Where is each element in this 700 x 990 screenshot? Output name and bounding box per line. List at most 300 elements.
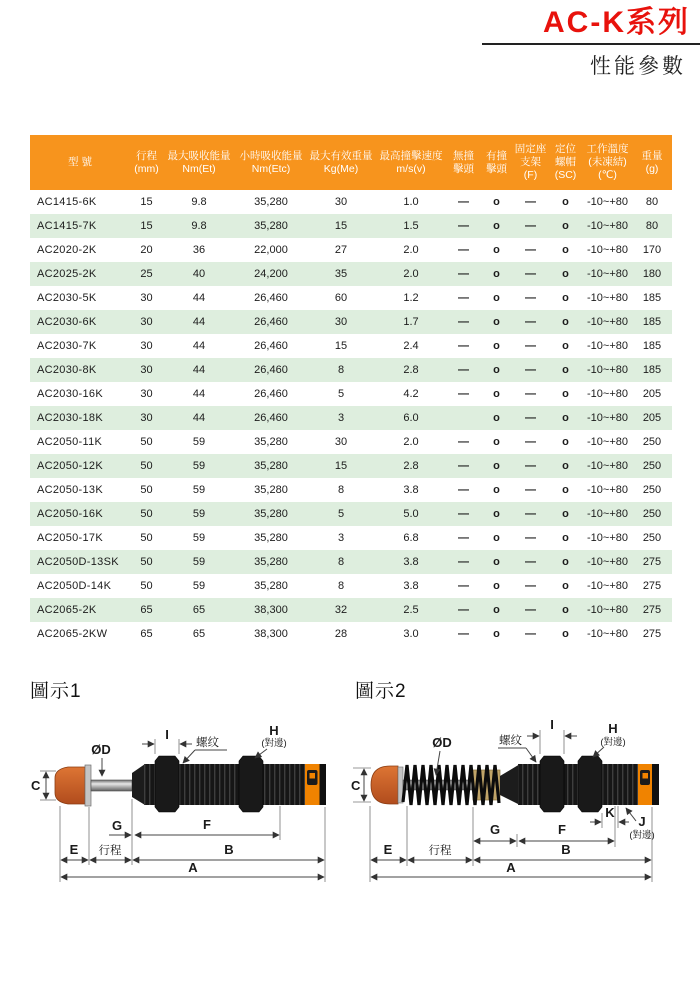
end-cap [652,764,659,805]
cell: -10~+80 [587,436,628,448]
cell-model: AC2065-2K [37,604,97,616]
cell: 26,460 [254,292,288,304]
cell: -10~+80 [587,388,628,400]
cell: 44 [192,412,206,424]
table-row [30,550,672,574]
cell: 59 [192,484,206,496]
column-header-line: 固定座 [514,143,547,155]
cell: 250 [642,532,662,544]
cell: 65 [140,604,153,616]
cell: — [458,388,469,400]
cell: -10~+80 [587,628,628,640]
cell: o [493,388,500,400]
cell: 24,200 [254,268,288,280]
cell: — [525,340,536,352]
cell: o [562,292,569,304]
column-header-7 [480,135,513,190]
table-row [30,598,672,622]
cell: -10~+80 [587,460,628,472]
cell: 59 [192,532,206,544]
dim-j [626,808,655,841]
cell: 26,460 [254,316,288,328]
dim-label-j-note: (對邊) [629,830,655,841]
cell: — [458,316,469,328]
cell: 8 [337,556,345,568]
cell: — [458,292,469,304]
cell: — [525,364,536,376]
cell: o [493,292,500,304]
cell: -10~+80 [587,292,628,304]
dim-label-h: H [608,721,618,736]
cell: 50 [140,460,153,472]
column-header-line: 擊頭 [486,162,507,175]
cell: o [562,220,569,232]
rubber-cap [55,767,85,804]
series-title: AC-K系列 [543,6,690,39]
table-row [30,574,672,598]
cell: 35,280 [254,556,288,568]
cell: -10~+80 [587,364,628,376]
column-header-line: 最高撞擊速度 [379,149,443,162]
column-header-2 [163,135,235,190]
cell: 250 [642,484,662,496]
cell-model: AC1415-6K [37,196,97,208]
absorber-side-view [371,756,659,812]
cell: o [562,460,569,472]
cell: o [493,604,500,616]
column-header-line: m/s(v) [396,162,426,175]
cell: 6.8 [403,532,419,544]
column-header-line: 最大吸收能量 [167,149,231,162]
cell: 44 [192,388,206,400]
cell: 26,460 [254,412,288,424]
cell-model: AC2050D-13SK [37,556,119,568]
cell: 1.0 [403,196,419,208]
cell: 8 [337,484,345,496]
cell: 26,460 [254,364,288,376]
cell: o [562,364,569,376]
column-header-line: 無撞 [453,149,474,162]
cell-model: AC2050-11K [37,436,103,448]
cell: o [562,604,569,616]
cell: 32 [334,604,348,616]
table-row [30,310,672,334]
cell: 250 [642,436,662,448]
column-header-line: 最大有效重量 [309,149,373,162]
dim-h [255,723,287,758]
hex-nut-1 [155,756,179,812]
cell: o [562,268,569,280]
cell: 44 [192,316,206,328]
title-divider [482,43,700,45]
cell: 2.8 [403,460,419,472]
cell-model: AC2025-2K [37,268,97,280]
cell: o [493,268,500,280]
table-row [30,502,672,526]
cell: -10~+80 [587,220,628,232]
hex-nut-1 [540,756,564,812]
cell: 35,280 [254,220,288,232]
cell: — [525,220,536,232]
cell: 30 [140,316,153,328]
brand-logo-mark [310,773,316,779]
cell: 15 [334,460,348,472]
spec-table [30,135,672,646]
cell: 185 [642,364,662,376]
cell: 2.4 [403,340,419,352]
cell: 275 [642,580,662,592]
cell: 30 [140,388,153,400]
cell: — [525,196,536,208]
cell: 50 [140,580,153,592]
cell: 250 [642,508,662,520]
cell: 185 [642,292,662,304]
cell: — [525,292,536,304]
cell: 50 [140,484,153,496]
cell: 35,280 [254,508,288,520]
cell: 15 [140,196,153,208]
cell: 44 [192,340,206,352]
cell: 15 [140,220,153,232]
cell-model: AC2030-6K [37,316,97,328]
table-row [30,190,672,214]
cell: 59 [192,508,206,520]
column-header-line: 重量 [641,149,663,162]
cell: — [525,508,536,520]
table-row [30,526,672,550]
cell: o [493,364,500,376]
column-header-1 [130,135,163,190]
cell: — [458,244,469,256]
thread-label: 螺纹 [196,737,219,749]
cell: 2.0 [403,244,419,256]
dim-label-f: F [203,817,211,832]
cell: 9.8 [191,220,207,232]
cell-model: AC2065-2KW [37,628,108,640]
column-header-line: (F) [523,169,538,181]
cell: o [493,196,500,208]
dim-label-i: I [550,717,554,732]
cell: o [562,580,569,592]
cell: — [458,460,469,472]
cell: o [562,436,569,448]
dim-thread [498,733,536,762]
column-header-line: (未凍結) [588,156,627,168]
dim-od [91,742,111,776]
cell: 35,280 [254,436,288,448]
cell: 30 [334,316,348,328]
table-row [30,334,672,358]
title-block [410,4,700,80]
cell: — [525,532,536,544]
dim-label-e: E [383,842,393,857]
cell: 50 [140,436,153,448]
cell: — [458,604,469,616]
cell: 25 [140,268,153,280]
cell: 205 [642,388,662,400]
table-row [30,358,672,382]
column-header-line: 有撞 [486,149,507,162]
cell: o [562,556,569,568]
cell: 2.0 [403,436,419,448]
cell: 2.5 [403,604,419,616]
cell: — [458,508,469,520]
thread-label: 螺纹 [499,735,522,747]
cell: 3.8 [403,556,419,568]
brand-logo-mark [643,773,649,779]
column-header-line: Kg(Me) [323,162,359,175]
cell: — [458,556,469,568]
cell: 185 [642,316,662,328]
column-header-line: 型 號 [68,156,92,168]
cell-model: AC2030-7K [37,340,97,352]
table-row [30,478,672,502]
table-row [30,406,672,430]
dim-label-a: A [506,860,516,875]
cell: — [525,460,536,472]
cell: o [493,580,500,592]
column-header-line: (mm) [134,162,159,175]
column-header-line: 螺帽 [555,156,576,168]
cell-model: AC2050-16K [37,508,103,520]
cell: o [493,412,500,424]
cell: 275 [642,604,662,616]
figure1-caption: 圖示1 [30,681,82,702]
dim-label-i: I [165,727,169,742]
cell: 30 [140,364,153,376]
cell: 1.5 [403,220,419,232]
dim-label-h-note: (對邊) [600,737,626,748]
cell: 44 [192,364,206,376]
cell: 3.8 [403,580,419,592]
column-header-line: (SC) [554,169,577,181]
cell: 60 [334,292,348,304]
cell: 8 [337,580,345,592]
figure2-caption: 圖示2 [355,681,407,702]
cell: o [562,196,569,208]
column-header-5 [375,135,447,190]
cell: o [493,628,500,640]
dim-label-b: B [224,842,234,857]
cell: o [562,508,569,520]
cell: o [493,556,500,568]
stroke-label: 行程 [98,845,122,857]
dim-label-b: B [561,842,571,857]
cell: o [493,340,500,352]
cell: 27 [334,244,348,256]
cell: o [562,628,569,640]
cell: 22,000 [254,244,288,256]
cell: 3 [337,412,345,424]
cell: 35,280 [254,484,288,496]
cell: 35,280 [254,532,288,544]
cell: 36 [192,244,206,256]
cell: — [525,316,536,328]
cell: 50 [140,508,153,520]
cell: -10~+80 [587,580,628,592]
column-header-line: Nm(Et) [182,162,216,175]
table-row [30,238,672,262]
cell: 6.0 [403,412,419,424]
cell: o [562,388,569,400]
table-row [30,622,672,646]
cell-model: AC2030-16K [37,388,103,400]
cell-model: AC2020-2K [37,244,97,256]
cell-model: AC2050-12K [37,460,103,472]
cell: — [525,580,536,592]
cell: -10~+80 [587,340,628,352]
column-header-9 [548,135,583,190]
cell: -10~+80 [587,556,628,568]
cell: — [458,340,469,352]
cell: — [525,436,536,448]
dim-i [527,717,577,754]
cell: 59 [192,556,206,568]
figure1-drawing [22,714,342,909]
cell: o [493,244,500,256]
cell: 15 [334,340,348,352]
cell: 3.8 [403,484,419,496]
cell-model: AC1415-7K [37,220,97,232]
cell: 59 [192,460,206,472]
cap-flange [85,765,91,806]
cell: 59 [192,436,206,448]
cell [447,406,480,430]
dim-label-g: G [111,818,123,833]
column-header-line: (g) [645,162,659,175]
cell: o [493,316,500,328]
cell: 38,300 [254,604,288,616]
cell: 50 [140,556,153,568]
cell: — [525,604,536,616]
cell: 28 [334,628,348,640]
dim-label-e: E [69,842,79,857]
stroke-label: 行程 [428,845,452,857]
cell: — [458,364,469,376]
column-header-line: 行程 [136,149,157,162]
cell: 5 [337,388,345,400]
cell: 30 [140,340,153,352]
cell-model: AC2030-18K [37,412,103,424]
hex-nut-2 [578,756,602,812]
table-row [30,214,672,238]
column-header-line: Nm(Etc) [251,162,291,175]
dim-label-od: ØD [432,735,452,750]
dim-c [351,768,371,802]
dim-label-j: J [638,814,646,829]
end-cap [320,764,327,805]
cell: 38,300 [254,628,288,640]
cell: — [458,628,469,640]
dim-label-h-note: (對邊) [261,738,287,749]
cell: o [493,484,500,496]
cell: 20 [140,244,153,256]
table-row [30,430,672,454]
cell: -10~+80 [587,484,628,496]
cell: 205 [642,412,662,424]
table-row [30,454,672,478]
cell: 170 [642,244,662,256]
cell: 2.8 [403,364,419,376]
cell: o [493,220,500,232]
column-header-11 [632,135,672,190]
table-row [30,286,672,310]
spec-table-body [30,190,672,646]
page-subtitle: 性能參數 [590,55,686,78]
cell-model: AC2050-17K [37,532,103,544]
body-nose-cone [500,764,520,805]
cell: -10~+80 [587,196,628,208]
cell: -10~+80 [587,316,628,328]
dim-bottom [60,799,325,882]
cell: 35,280 [254,196,288,208]
cell: 2.0 [403,268,419,280]
cell: 9.8 [191,196,207,208]
cell: 50 [140,532,153,544]
cell: -10~+80 [587,412,628,424]
cell: 59 [192,580,206,592]
column-header-line: 支架 [520,156,541,168]
cell: 26,460 [254,388,288,400]
dim-label-a: A [188,860,198,875]
cell: 275 [642,628,662,640]
cell: 1.2 [403,292,419,304]
cell: 275 [642,556,662,568]
cell: 80 [645,220,659,232]
cell: 4.2 [403,388,419,400]
cell: 35 [334,268,348,280]
cell: o [493,436,500,448]
cell-model: AC2030-8K [37,364,97,376]
cell: — [525,556,536,568]
cell: 30 [140,412,153,424]
cell: 8 [337,364,345,376]
column-header-0 [30,135,130,190]
cell: 30 [334,196,348,208]
cell-model: AC2030-5K [37,292,97,304]
cell: -10~+80 [587,508,628,520]
piston-rod [91,780,132,791]
cell: -10~+80 [587,532,628,544]
cell: o [562,484,569,496]
cell-model: AC2050-13K [37,484,103,496]
column-header-line: 定位 [555,143,576,155]
cell: — [525,388,536,400]
cell: — [525,268,536,280]
column-header-line: 工作溫度 [586,143,629,155]
dim-i [142,727,192,754]
rubber-cap [371,766,398,804]
table-row [30,382,672,406]
column-header-8 [513,135,548,190]
cell: o [562,316,569,328]
cell: 44 [192,292,206,304]
dim-label-g: G [489,822,501,837]
cell: 65 [192,628,206,640]
cell: 35,280 [254,580,288,592]
cell: 185 [642,340,662,352]
cell: o [493,460,500,472]
column-header-line: 小時吸收能量 [239,149,303,162]
column-header-3 [235,135,307,190]
dim-h [593,721,626,757]
column-header-10 [583,135,632,190]
cell: o [562,412,569,424]
cell: 35,280 [254,460,288,472]
dim-label-k: K [605,805,615,820]
cell: 80 [645,196,659,208]
table-row [30,262,672,286]
